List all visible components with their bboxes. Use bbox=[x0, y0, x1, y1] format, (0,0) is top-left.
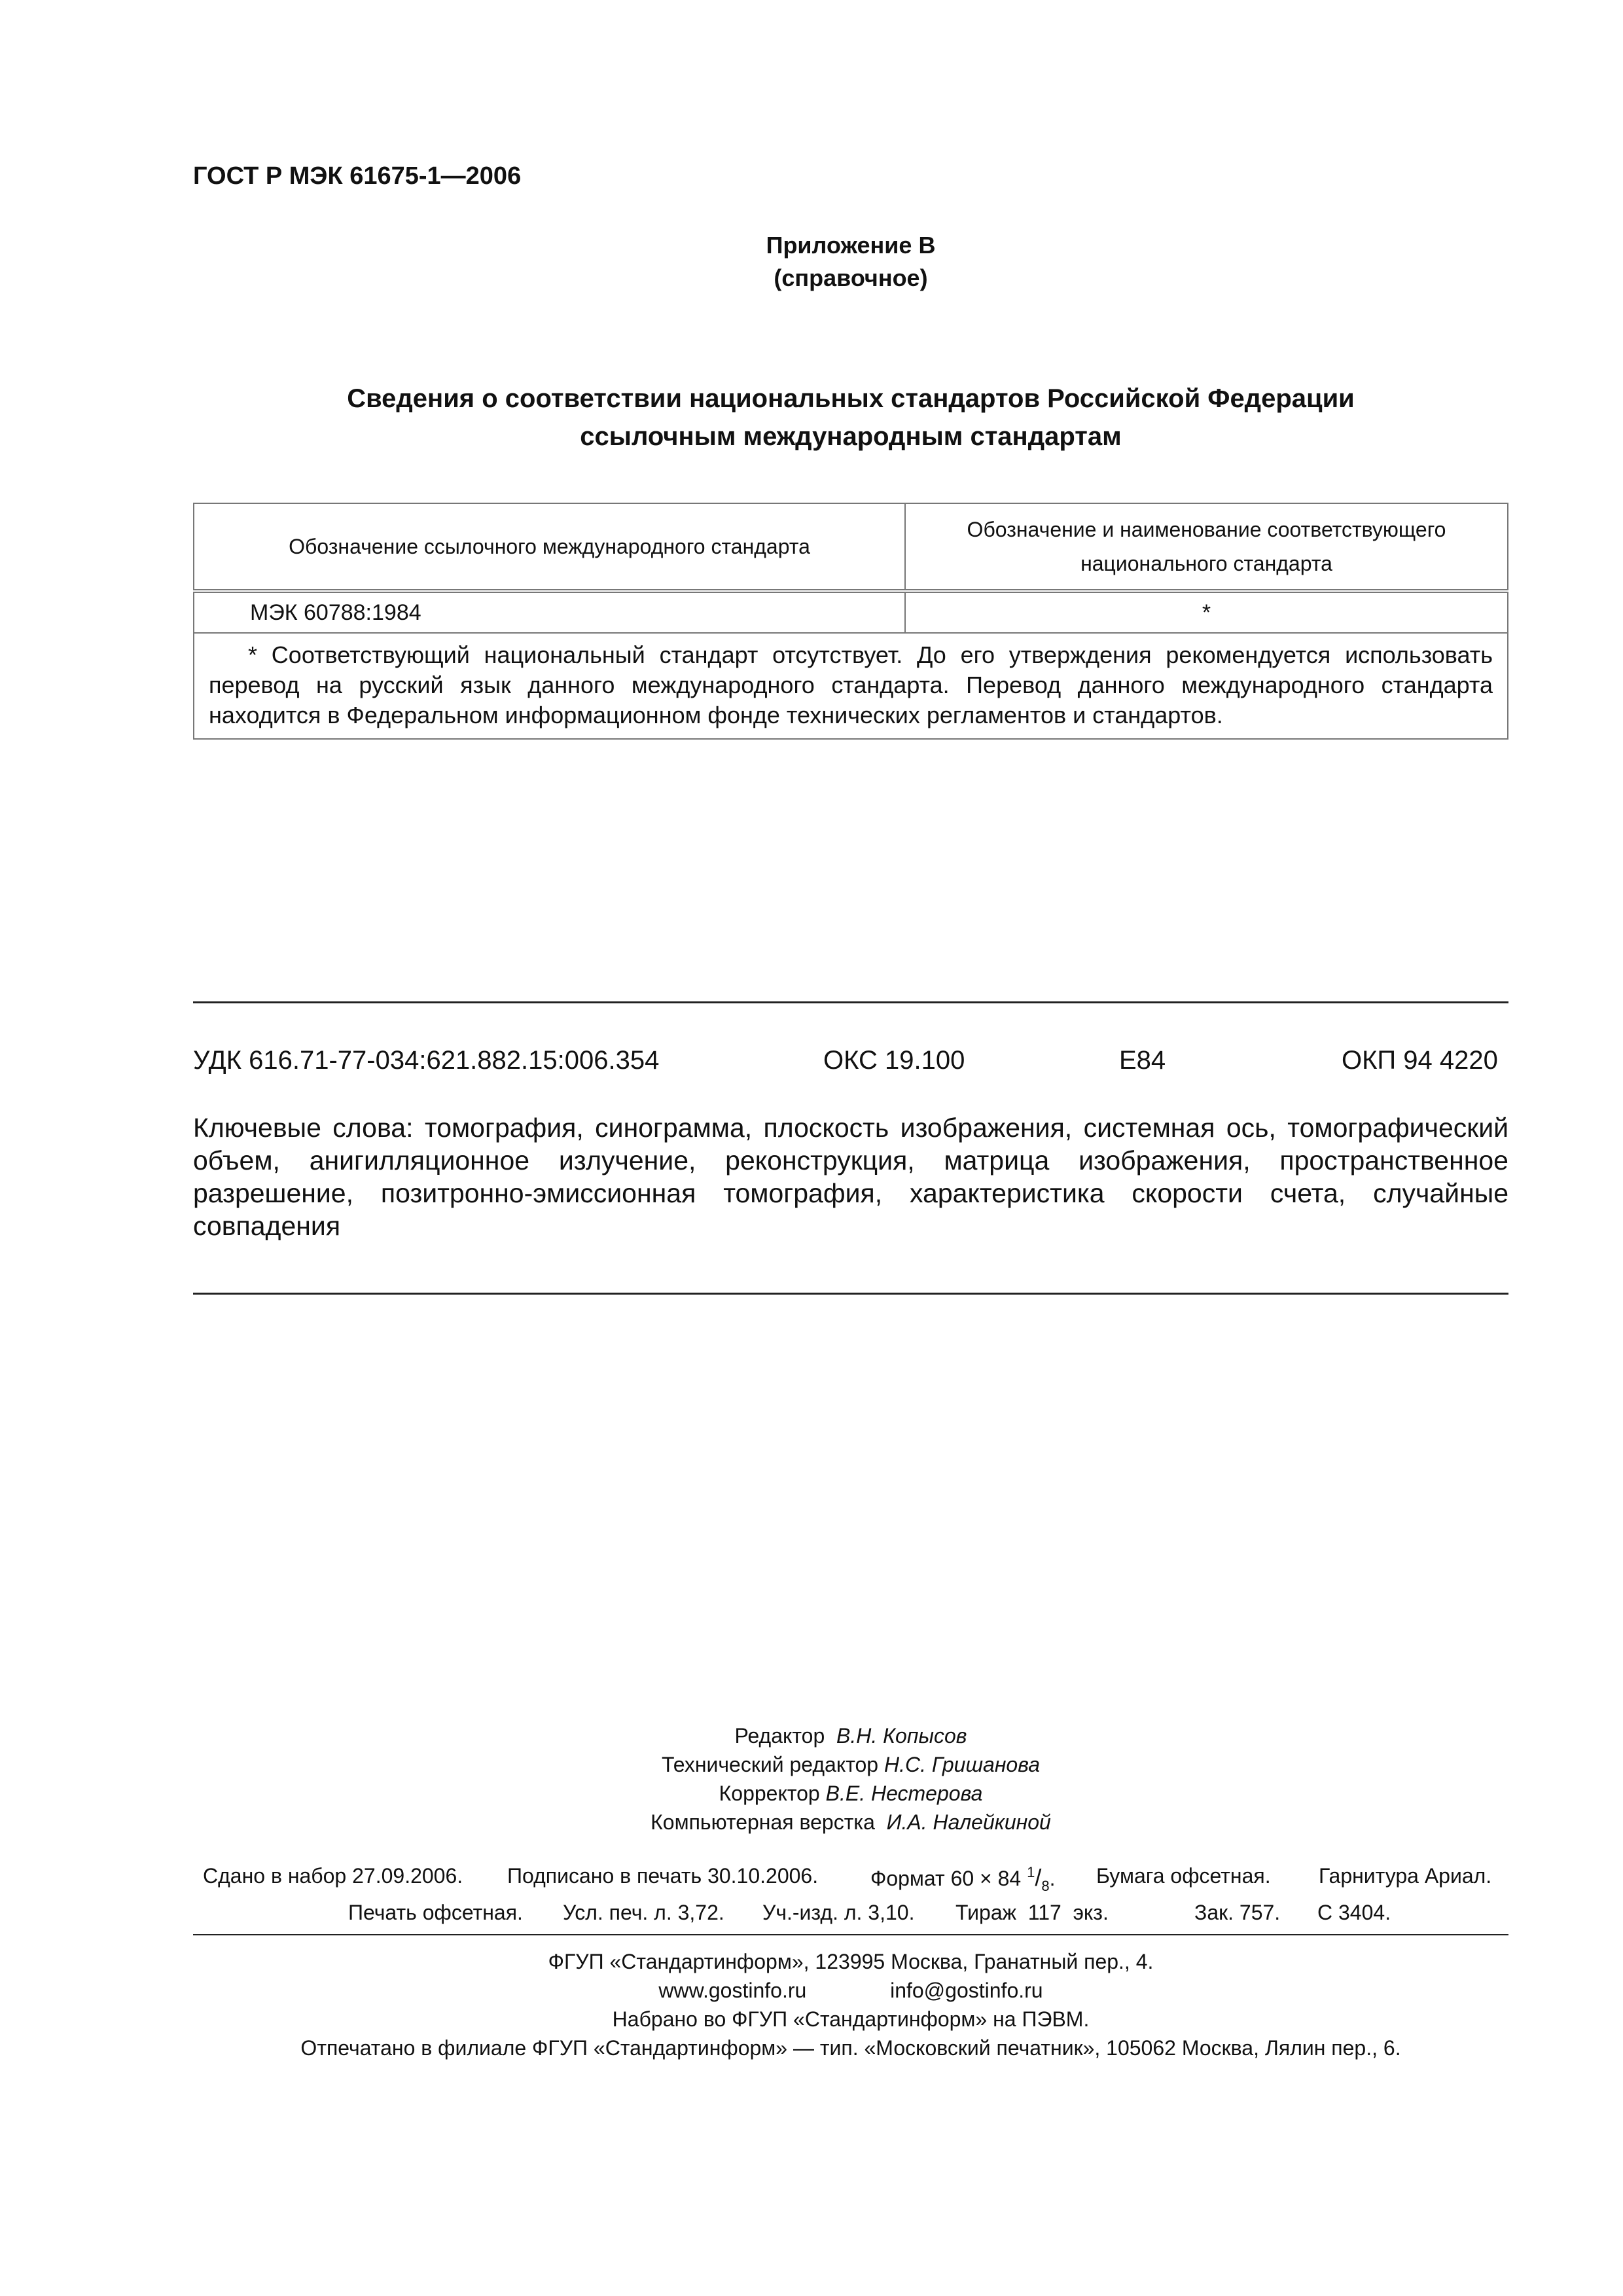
col2-header-line2: национального стандарта bbox=[1080, 552, 1332, 575]
udk-code: УДК 616.71-77-034:621.882.15:006.354 bbox=[193, 1046, 660, 1075]
credits-block bbox=[458, 1721, 1243, 1837]
credit-editor: Редактор В.Н. Копысов bbox=[734, 1724, 967, 1748]
table-footnote-text: * Соответствующий национальный стандарт отсутствует. До его утверждения рекомендуется использовать перевод на русский язык данного международного стандарта. Перевод данного международного стандарта находится в Федеральном информационном фонде технических регламентов и стандартов. bbox=[209, 641, 1493, 728]
pub-sheets: Усл. печ. л. 3,72. bbox=[563, 1901, 724, 1924]
pub-submitted: Сдано в набор 27.09.2006. bbox=[203, 1864, 463, 1888]
divider-top bbox=[193, 1001, 1508, 1003]
pub-order: Зак. 757. bbox=[1194, 1901, 1281, 1924]
table-row bbox=[194, 591, 1508, 633]
credit-tech-editor: Технический редактор Н.С. Гришанова bbox=[661, 1753, 1041, 1776]
pub-circulation: Тираж 117 экз. bbox=[955, 1901, 1109, 1924]
document-title-line1: Сведения о соответствии национальных стандартов Российской Федерации bbox=[347, 384, 1355, 413]
col2-header bbox=[905, 503, 1508, 591]
document-title-line2: ссылочным международным стандартам bbox=[580, 422, 1122, 451]
col2-header-line1: Обозначение и наименование соответствующего bbox=[967, 518, 1446, 541]
publisher-address: ФГУП «Стандартинформ», 123995 Москва, Гранатный пер., 4. bbox=[548, 1950, 1154, 1973]
keywords: Ключевые слова: томография, синограмма, плоскость изображения, системная ось, томографический объем, анигилляционное излучение, реконструкция, матрица изображения, пространственное разрешение, позитронно-эмиссионная томография, характеристика скорости счета, случайные совпадения bbox=[193, 1113, 1508, 1241]
publisher-email[interactable]: info@gostinfo.ru bbox=[890, 1979, 1043, 2002]
divider-bottom bbox=[193, 1934, 1508, 1935]
national-standard-cell: * bbox=[905, 591, 1508, 633]
table-header-row bbox=[194, 503, 1508, 591]
publisher-website[interactable]: www.gostinfo.ru bbox=[658, 1979, 807, 2002]
standard-cell: МЭК 60788:1984 bbox=[194, 591, 905, 633]
okp-code: ОКП 94 4220 bbox=[1342, 1046, 1498, 1075]
table-footnote bbox=[194, 633, 1508, 739]
annex-type: (справочное) bbox=[774, 264, 928, 291]
pub-paper: Бумага офсетная. bbox=[1096, 1864, 1271, 1888]
pub-edition-sheets: Уч.-изд. л. 3,10. bbox=[762, 1901, 915, 1924]
publisher-contacts bbox=[193, 1976, 1508, 2005]
annex-title: Приложение В bbox=[766, 232, 936, 259]
publisher-block bbox=[193, 1947, 1508, 2062]
group-code: Е84 bbox=[1119, 1046, 1166, 1075]
credit-layout: Компьютерная верстка И.А. Налейкиной bbox=[651, 1810, 1051, 1834]
document-title bbox=[193, 380, 1508, 456]
oks-code: ОКС 19.100 bbox=[823, 1046, 965, 1075]
document-code: ГОСТ Р МЭК 61675-1—2006 bbox=[193, 162, 522, 190]
pub-font: Гарнитура Ариал. bbox=[1319, 1864, 1492, 1888]
pub-c-code: С 3404. bbox=[1317, 1901, 1391, 1924]
col1-header-text: Обозначение ссылочного международного стандарта bbox=[289, 535, 810, 558]
pub-format: Формат 60 × 84 $^1/_8$. bbox=[870, 1864, 1056, 1895]
table-footnote-row bbox=[194, 633, 1508, 739]
publisher-typeset: Набрано во ФГУП «Стандартинформ» на ПЭВМ. bbox=[612, 2007, 1090, 2031]
pub-print: Печать офсетная. bbox=[348, 1901, 523, 1924]
credit-corrector: Корректор В.Е. Нестерова bbox=[719, 1782, 983, 1805]
col1-header bbox=[194, 503, 905, 591]
divider-middle bbox=[193, 1293, 1508, 1295]
pub-signed: Подписано в печать 30.10.2006. bbox=[507, 1864, 819, 1888]
publisher-printed: Отпечатано в филиале ФГУП «Стандартинформ» — тип. «Московский печатник», 105062 Москва, Лялин пер., 6. bbox=[300, 2036, 1401, 2060]
reference-table bbox=[193, 503, 1508, 740]
